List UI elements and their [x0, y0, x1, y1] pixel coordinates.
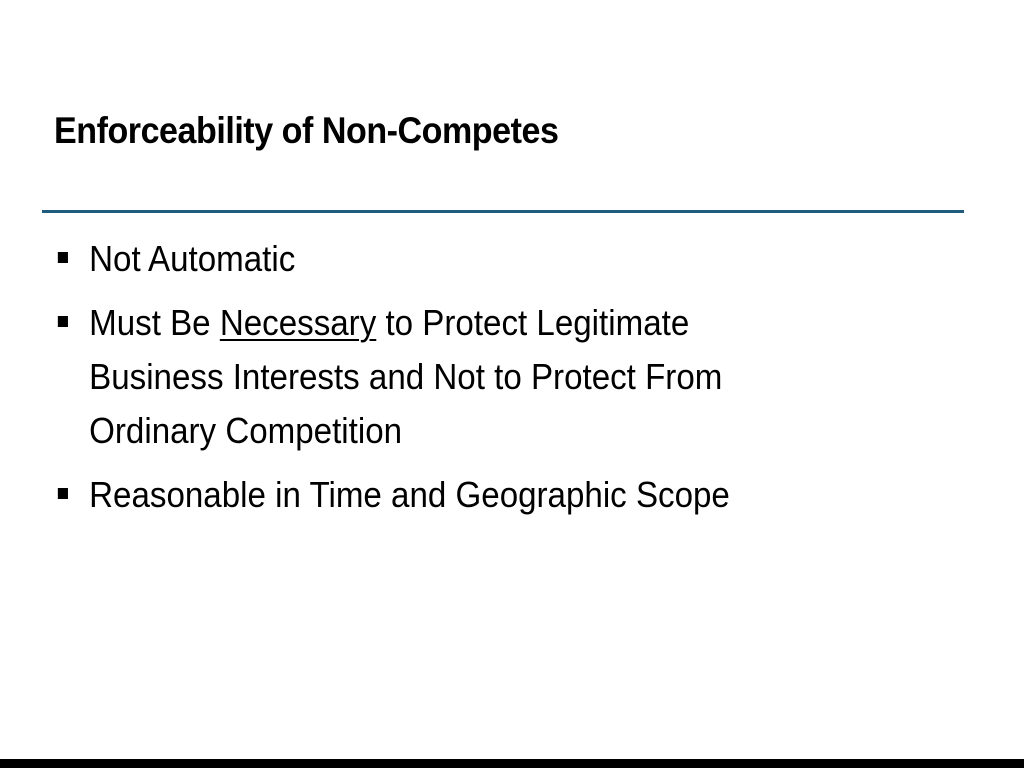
bullet-item-reasonable-scope: [56, 468, 847, 522]
bullet-text-line-1: [89, 296, 847, 350]
bullet-text: Not Automatic: [89, 238, 296, 279]
bullet-item-not-automatic: [56, 232, 847, 286]
square-bullet-icon: [58, 488, 68, 499]
underlined-emphasis: Necessary: [219, 302, 377, 343]
bullet-text-line-2: Business Interests and Not to Protect From: [89, 356, 723, 397]
bullet-item-necessary: [56, 296, 847, 458]
bullet-text: Reasonable in Time and Geographic Scope: [89, 474, 730, 515]
square-bullet-icon: [58, 252, 68, 263]
slide-title: Enforceability of Non-Competes: [54, 110, 559, 151]
bottom-bar: [0, 759, 1024, 768]
bullet-text-suffix: to Protect Legitimate: [376, 302, 690, 343]
bullet-text-line-3: Ordinary Competition: [89, 410, 403, 451]
bullet-list: [56, 232, 916, 532]
bullet-text-prefix: Must Be: [89, 302, 220, 343]
square-bullet-icon: [58, 316, 68, 327]
title-divider: [42, 210, 964, 213]
